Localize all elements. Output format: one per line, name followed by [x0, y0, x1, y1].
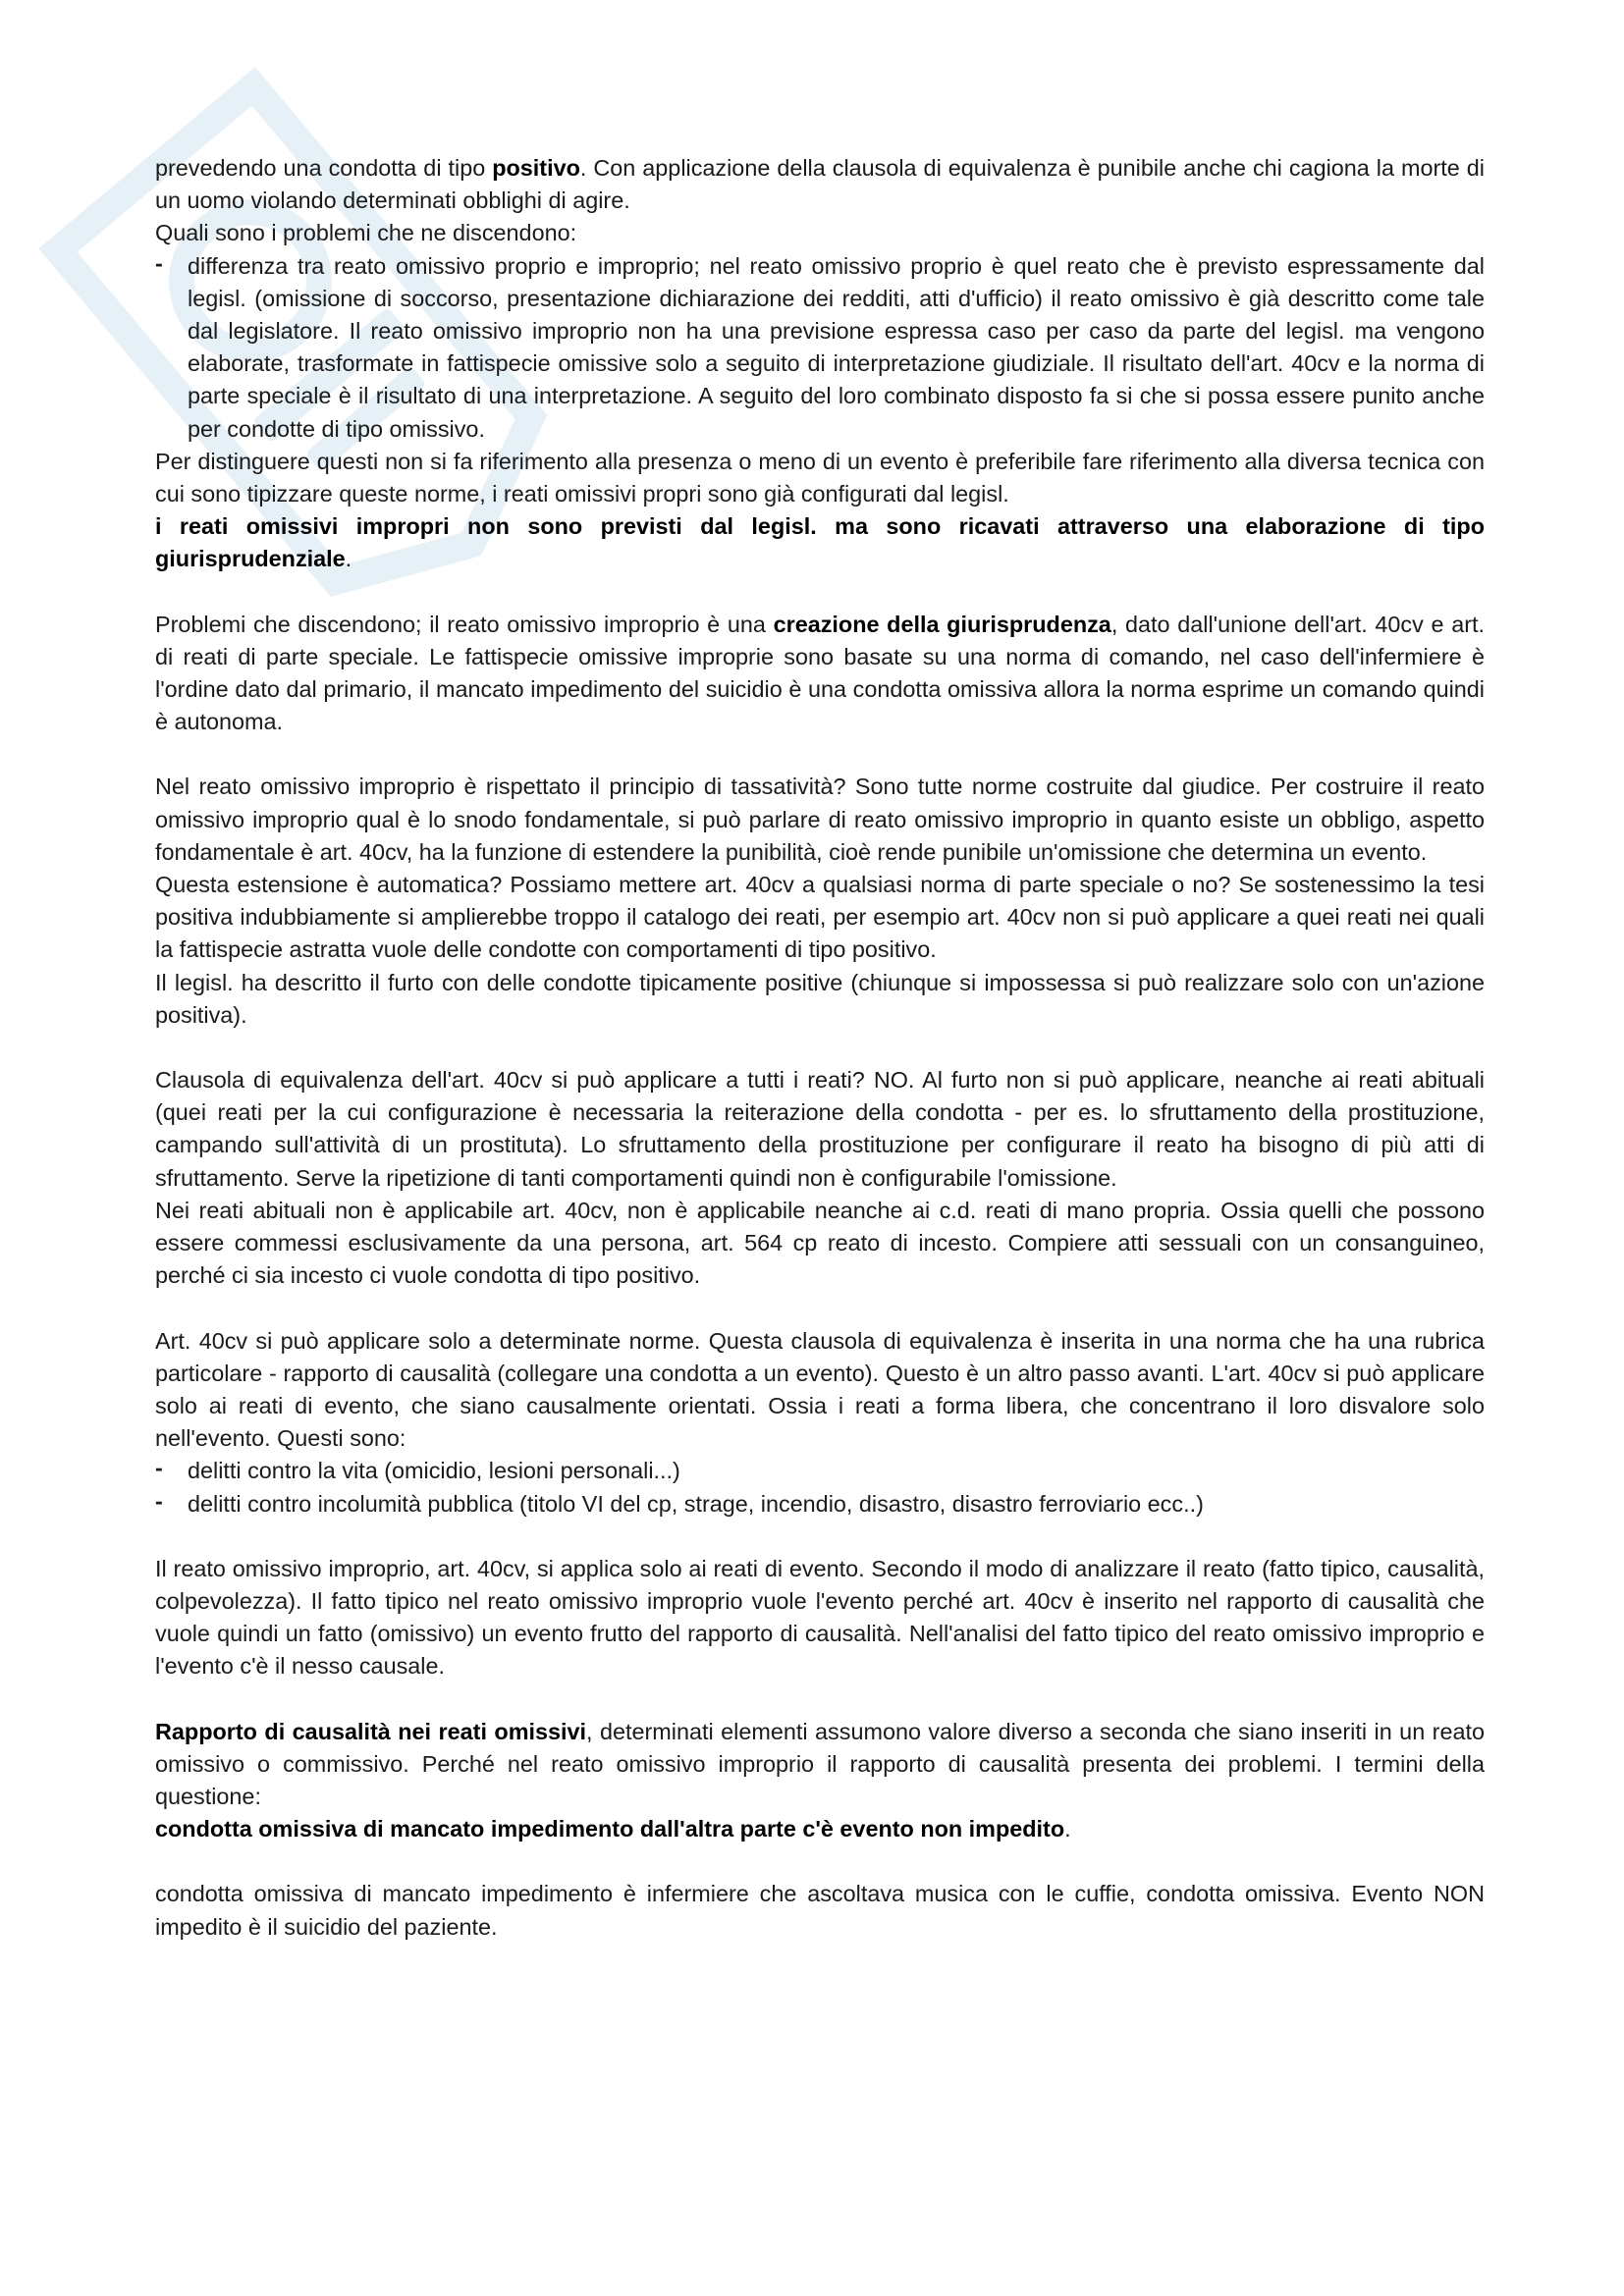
dash-bullet-icon: - [155, 249, 163, 276]
list-item: - delitti contro incolumità pubblica (titolo VI del cp, strage, incendio, disastro, disastro ferroviario ecc..) [188, 1488, 1485, 1521]
dash-list [155, 250, 1485, 446]
dash-bullet-icon: - [155, 1487, 163, 1514]
paragraph: Questa estensione è automatica? Possiamo mettere art. 40cv a qualsiasi norma di parte speciale o no? Se sostenessimo la tesi positiva indubbiamente si amplierebbe troppo il catalogo dei reati, per esempio art. 40cv non si può applicare a quei reati nei quali la fattispecie astratta vuole delle condotte con comportamenti di tipo positivo. [155, 872, 1485, 963]
dash-bullet-icon: - [155, 1455, 163, 1481]
paragraph: Problemi che discendono; il reato omissivo improprio è una creazione della giurisprudenza, dato dall'unione dell'art. 40cv e art. di reati di parte speciale. Le fattispecie omissive improprie sono basate su una norma di comando, nel caso dell'infermiere è l'ordine dato dal primario, il mancato impedimento del suicidio è una condotta omissiva allora la norma esprime un comando quindi è autonoma. [155, 611, 1485, 735]
paragraph: Per distinguere questi non si fa riferimento alla presenza o meno di un evento è preferibile fare riferimento alla diversa tecnica con cui sono tipizzare queste norme, i reati omissivi propri sono già configurati dal legisl. [155, 448, 1485, 507]
paragraph: Art. 40cv si può applicare solo a determinate norme. Questa clausola di equivalenza è inserita in una norma che ha una rubrica particolare - rapporto di causalità (collegare una condotta a un evento). Questo è un altro passo avanti. L'art. 40cv si può applicare solo ai reati di evento, che siano causalmente orientati. Ossia i reati a forma libera, che concentrano il loro disvalore solo nell'evento. Questi sono: [155, 1327, 1485, 1452]
paragraph: prevedendo una condotta di tipo positivo. Con applicazione della clausola di equivalenza è punibile anche chi cagiona la morte di un uomo violando determinati obblighi di agire. [155, 155, 1485, 214]
list-item: - delitti contro la vita (omicidio, lesioni personali...) [188, 1455, 1485, 1487]
paragraph: condotta omissiva di mancato impedimento dall'altra parte c'è evento non impedito. [155, 1816, 1071, 1842]
paragraph: Rapporto di causalità nei reati omissivi, determinati elementi assumono valore diverso a seconda che siano inseriti in un reato omissivo o commissivo. Perché nel reato omissivo improprio il rapporto di causalità presenta dei problemi. I termini della questione: [155, 1718, 1485, 1809]
paragraph: Clausola di equivalenza dell'art. 40cv si può applicare a tutti i reati? NO. Al furto non si può applicare, neanche ai reati abituali (quei reati per la cui configurazione è necessaria la reiterazione della condotta - per es. lo sfruttamento della prostituzione, campando sull'attività di un prostituta). Lo sfruttamento della prostituzione per configurare il reato ha bisogno di più atti di sfruttamento. Serve la ripetizione di tanti comportamenti quindi non è configurabile l'omissione. [155, 1067, 1485, 1191]
paragraph: condotta omissiva di mancato impedimento è infermiere che ascoltava musica con le cuffie, condotta omissiva. Evento NON impedito è il suicidio del paziente. [155, 1881, 1485, 1940]
paragraph: Il reato omissivo improprio, art. 40cv, si applica solo ai reati di evento. Secondo il modo di analizzare il reato (fatto tipico, causalità, colpevolezza). Il fatto tipico nel reato omissivo improprio vuole l'evento perché art. 40cv è inserito nel rapporto di causalità che vuole quindi un fatto (omissivo) un evento frutto del rapporto di causalità. Nell'analisi del fatto tipico del reato omissivo improprio e l'evento c'è il nesso causale. [155, 1555, 1485, 1680]
paragraph: Quali sono i problemi che ne discendono: [155, 220, 577, 246]
paragraph: Nei reati abituali non è applicabile art. 40cv, non è applicabile neanche ai c.d. reati di mano propria. Ossia quelli che possono essere commessi esclusivamente da una persona, art. 564 cp reato di incesto. Compiere atti sessuali con un consanguineo, perché ci sia incesto ci vuole condotta di tipo positivo. [155, 1197, 1485, 1289]
paragraph: Nel reato omissivo improprio è rispettato il principio di tassatività? Sono tutte norme costruite dal giudice. Per costruire il reato omissivo improprio qual è lo snodo fondamentale, si può parlare di reato omissivo improprio in quanto esiste un obbligo, aspetto fondamentale è art. 40cv, ha la funzione di estendere la punibilità, cioè rende punibile un'omissione che determina un evento. [155, 774, 1485, 865]
paragraph: Il legisl. ha descritto il furto con delle condotte tipicamente positive (chiunque si impossessa si può realizzare solo con un'azione positiva). [155, 969, 1485, 1028]
list-item: - differenza tra reato omissivo proprio e improprio; nel reato omissivo proprio è quel reato che è previsto espressamente dal legisl. (omissione di soccorso, presentazione dichiarazione dei redditi, atti d'ufficio) il reato omissivo è già descritto come tale dal legislatore. Il reato omissivo improprio non ha una previsione espressa caso per caso da parte del legisl. ma vengono elaborate, trasformate in fattispecie omissive solo a seguito di interpretazione giudiziale. Il risultato dell'art. 40cv e la norma di parte speciale è il risultato di una interpretazione. A seguito del loro combinato disposto fa si che si possa essere punito anche per condotte di tipo omissivo. [188, 250, 1485, 446]
dash-list [155, 1455, 1485, 1520]
paragraph: i reati omissivi impropri non sono previsti dal legisl. ma sono ricavati attraverso una elaborazione di tipo giurisprudenziale. [155, 513, 1485, 572]
document-body [155, 152, 1485, 1944]
